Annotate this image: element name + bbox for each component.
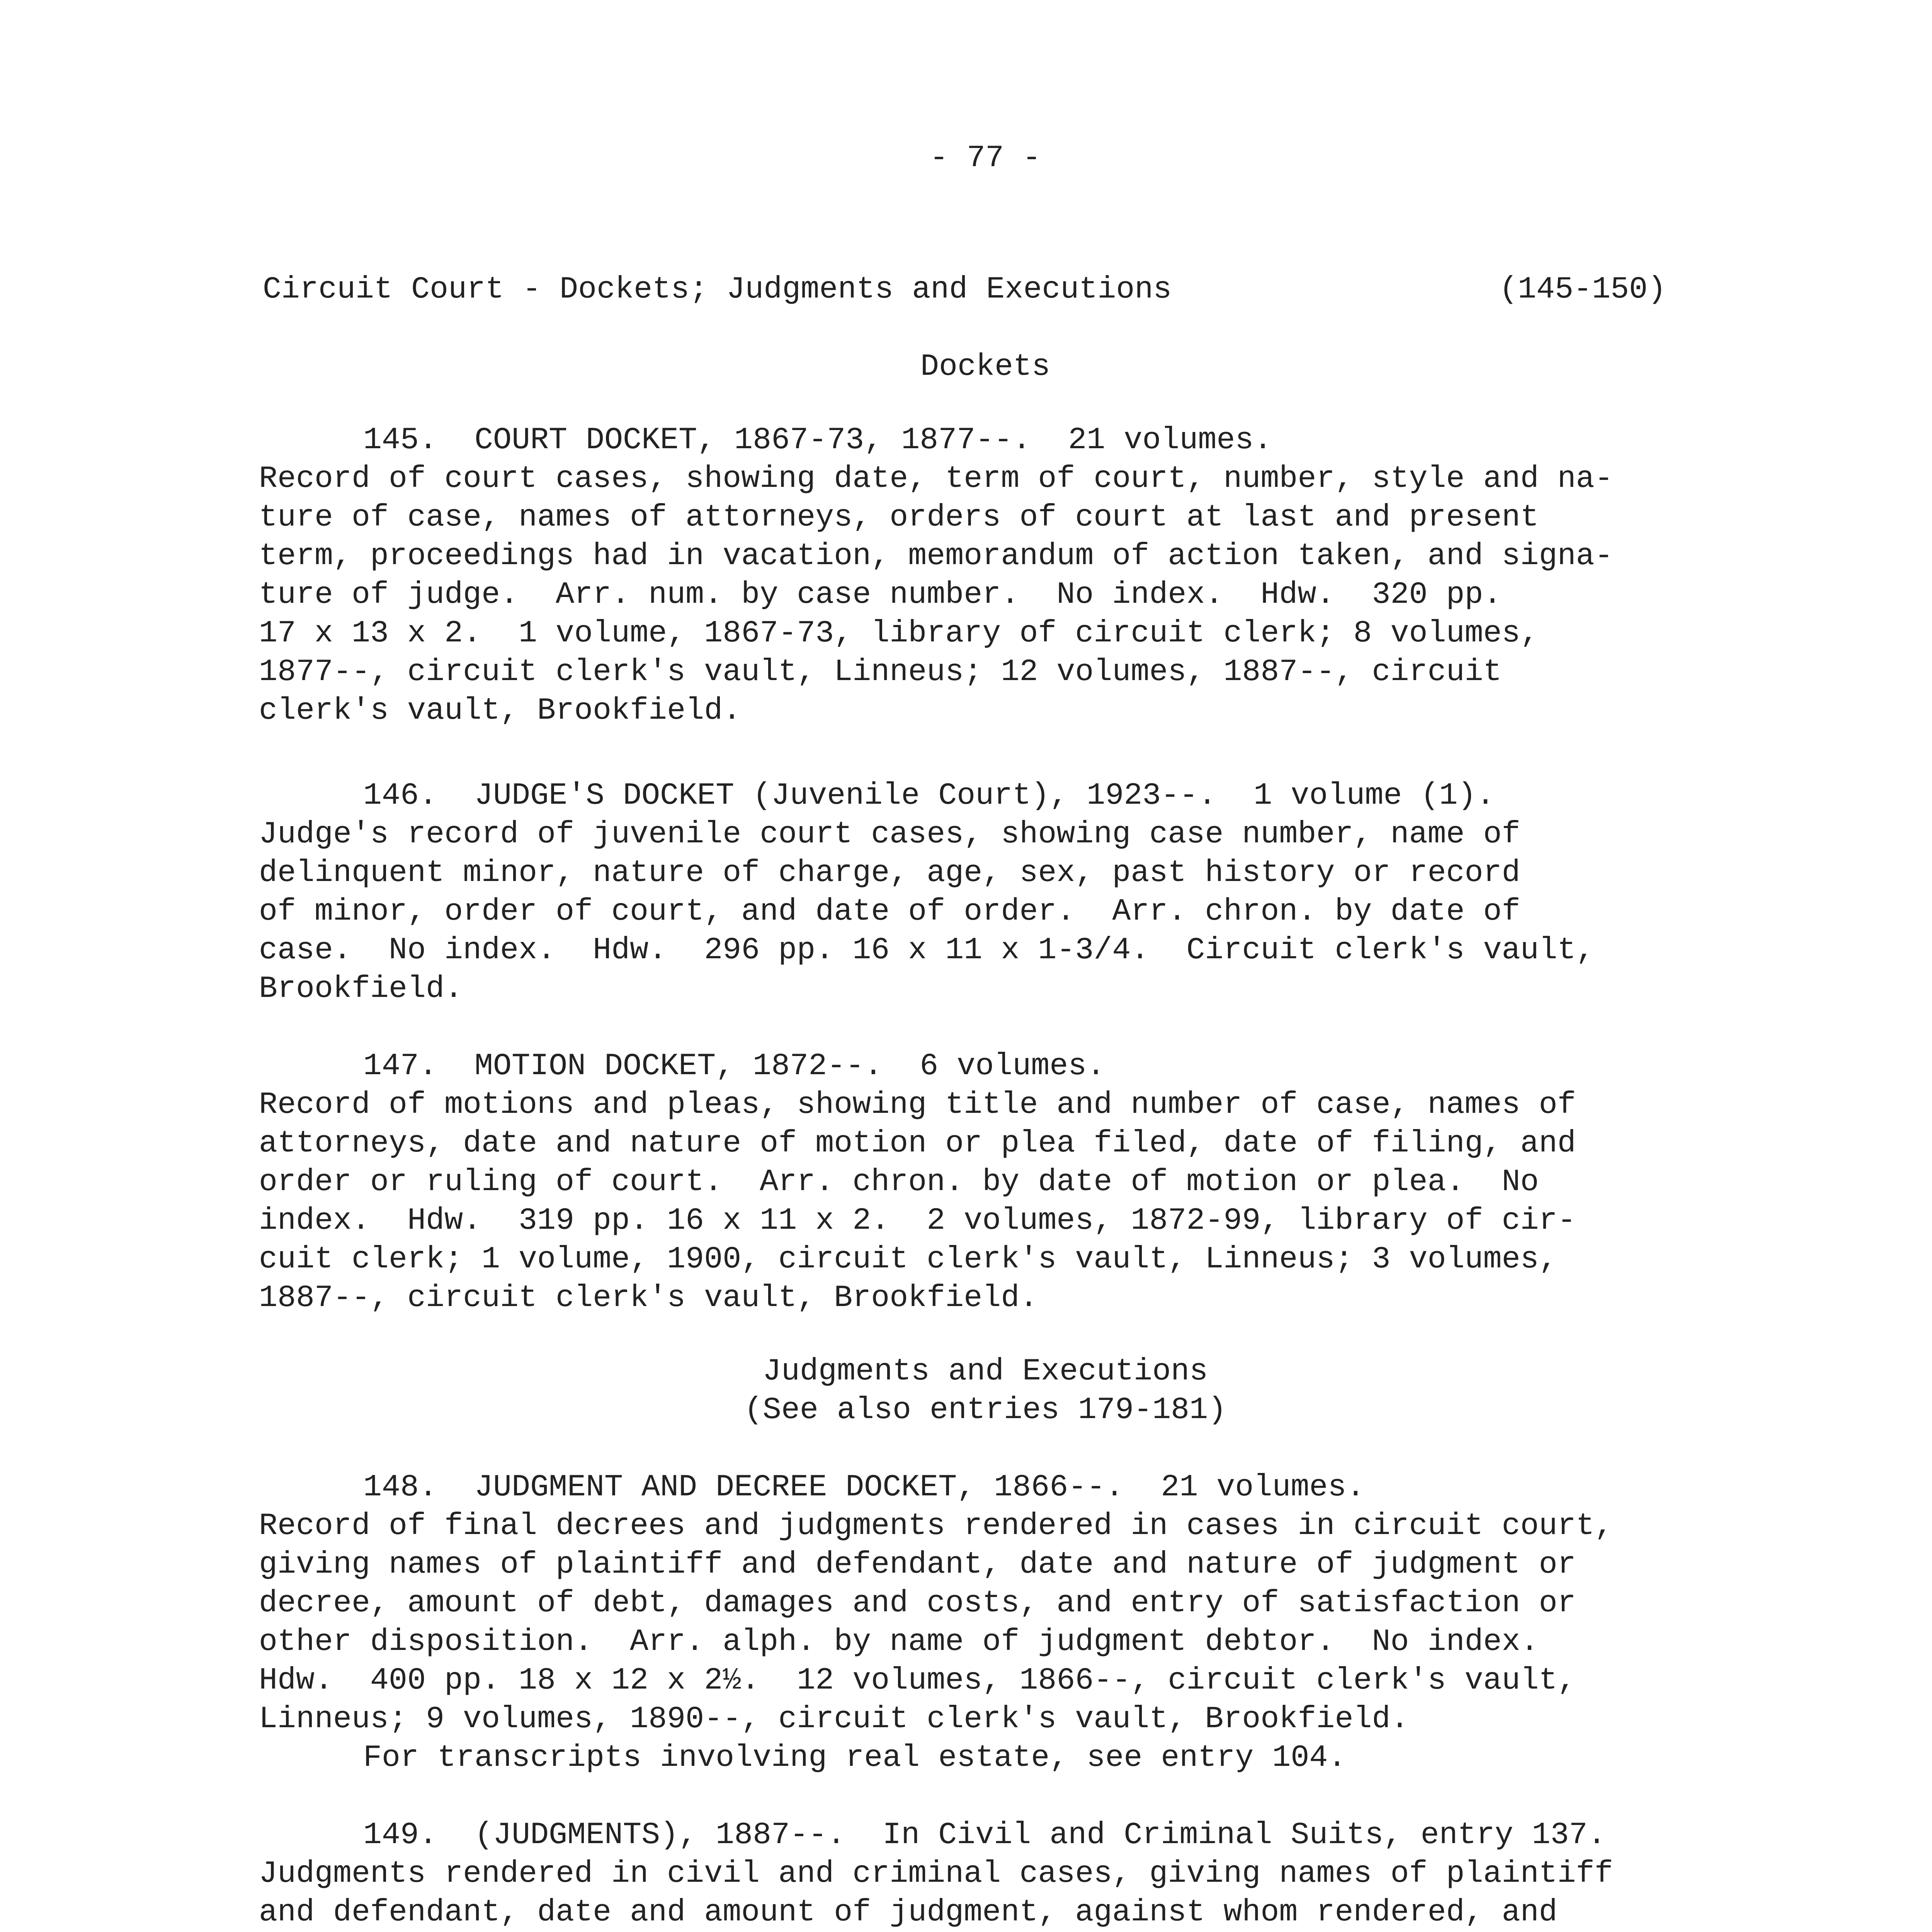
entry-149: [259, 1816, 1727, 1932]
page-number: - 77 -: [929, 141, 1041, 176]
entry-line: clerk's vault, Brookfield.: [259, 693, 742, 728]
entry-line: case. No index. Hdw. 296 pp. 16 x 11 x 1-3/4. Circuit clerk's vault,: [259, 933, 1595, 968]
entry-line: decree, amount of debt, damages and costs, and entry of satisfaction or: [259, 1586, 1576, 1621]
section-heading-dockets: Dockets: [920, 349, 1051, 384]
entry-line: of minor, order of court, and date of order. Arr. chron. by date of: [259, 894, 1520, 929]
entry-note: For transcripts involving real estate, see entry 104.: [363, 1740, 1347, 1776]
entry-line: Record of court cases, showing date, term of court, number, style and na-: [259, 461, 1613, 497]
entry-line: 148. JUDGMENT AND DECREE DOCKET, 1866--. 21 volumes.: [363, 1470, 1365, 1505]
entry-line: Hdw. 400 pp. 18 x 12 x 2½. 12 volumes, 1866--, circuit clerk's vault,: [259, 1663, 1576, 1698]
entry-line: ture of judge. Arr. num. by case number. No index. Hdw. 320 pp.: [259, 577, 1502, 612]
entry-line: Record of motions and pleas, showing title and number of case, names of: [259, 1087, 1576, 1122]
entry-line: Judgments rendered in civil and criminal cases, giving names of plaintiff: [259, 1856, 1613, 1891]
entry-line: and defendant, date and amount of judgment, against whom rendered, and: [259, 1895, 1558, 1930]
section-heading-judgments: Judgments and Executions: [762, 1354, 1208, 1389]
entry-line: Brookfield.: [259, 971, 463, 1007]
entry-line: 147. MOTION DOCKET, 1872--. 6 volumes.: [363, 1049, 1105, 1084]
entry-line: Record of final decrees and judgments rendered in cases in circuit court,: [259, 1509, 1613, 1544]
section-subheading-see-also: (See also entries 179-181): [744, 1393, 1227, 1428]
entry-line: 146. JUDGE'S DOCKET (Juvenile Court), 1923--. 1 volume (1).: [363, 778, 1495, 813]
entry-line: attorneys, date and nature of motion or plea filed, date of filing, and: [259, 1126, 1576, 1161]
entry-line: Linneus; 9 volumes, 1890--, circuit clerk's vault, Brookfield.: [259, 1702, 1409, 1737]
entry-line: order or ruling of court. Arr. chron. by date of motion or plea. No: [259, 1165, 1539, 1200]
entry-147: [259, 1047, 1727, 1318]
entry-line: 17 x 13 x 2. 1 volume, 1867-73, library of circuit clerk; 8 volumes,: [259, 616, 1539, 651]
entry-line: 1877--, circuit clerk's vault, Linneus; 12 volumes, 1887--, circuit: [259, 655, 1502, 690]
entry-line: ture of case, names of attorneys, orders of court at last and present: [259, 500, 1539, 535]
page-header-title: Circuit Court - Dockets; Judgments and Executions: [263, 272, 1172, 307]
entry-line: 145. COURT DOCKET, 1867-73, 1877--. 21 volumes.: [363, 423, 1272, 458]
entry-line: 1887--, circuit clerk's vault, Brookfield.: [259, 1281, 1038, 1316]
entry-148: [259, 1468, 1727, 1777]
entry-line: cuit clerk; 1 volume, 1900, circuit clerk's vault, Linneus; 3 volumes,: [259, 1242, 1558, 1277]
entry-line: index. Hdw. 319 pp. 16 x 11 x 2. 2 volumes, 1872-99, library of cir-: [259, 1203, 1576, 1238]
entry-145: [259, 421, 1727, 730]
entry-146: [259, 777, 1727, 1009]
entry-line: term, proceedings had in vacation, memorandum of action taken, and signa-: [259, 539, 1613, 574]
entry-line: delinquent minor, nature of charge, age, sex, past history or record: [259, 855, 1520, 891]
page-header-entry-range: (145-150): [1499, 272, 1667, 307]
entry-line: other disposition. Arr. alph. by name of judgment debtor. No index.: [259, 1624, 1539, 1660]
entry-line: 149. (JUDGMENTS), 1887--. In Civil and Criminal Suits, entry 137.: [363, 1818, 1606, 1853]
entry-line: Judge's record of juvenile court cases, showing case number, name of: [259, 817, 1520, 852]
entry-line: giving names of plaintiff and defendant, date and nature of judgment or: [259, 1547, 1576, 1582]
